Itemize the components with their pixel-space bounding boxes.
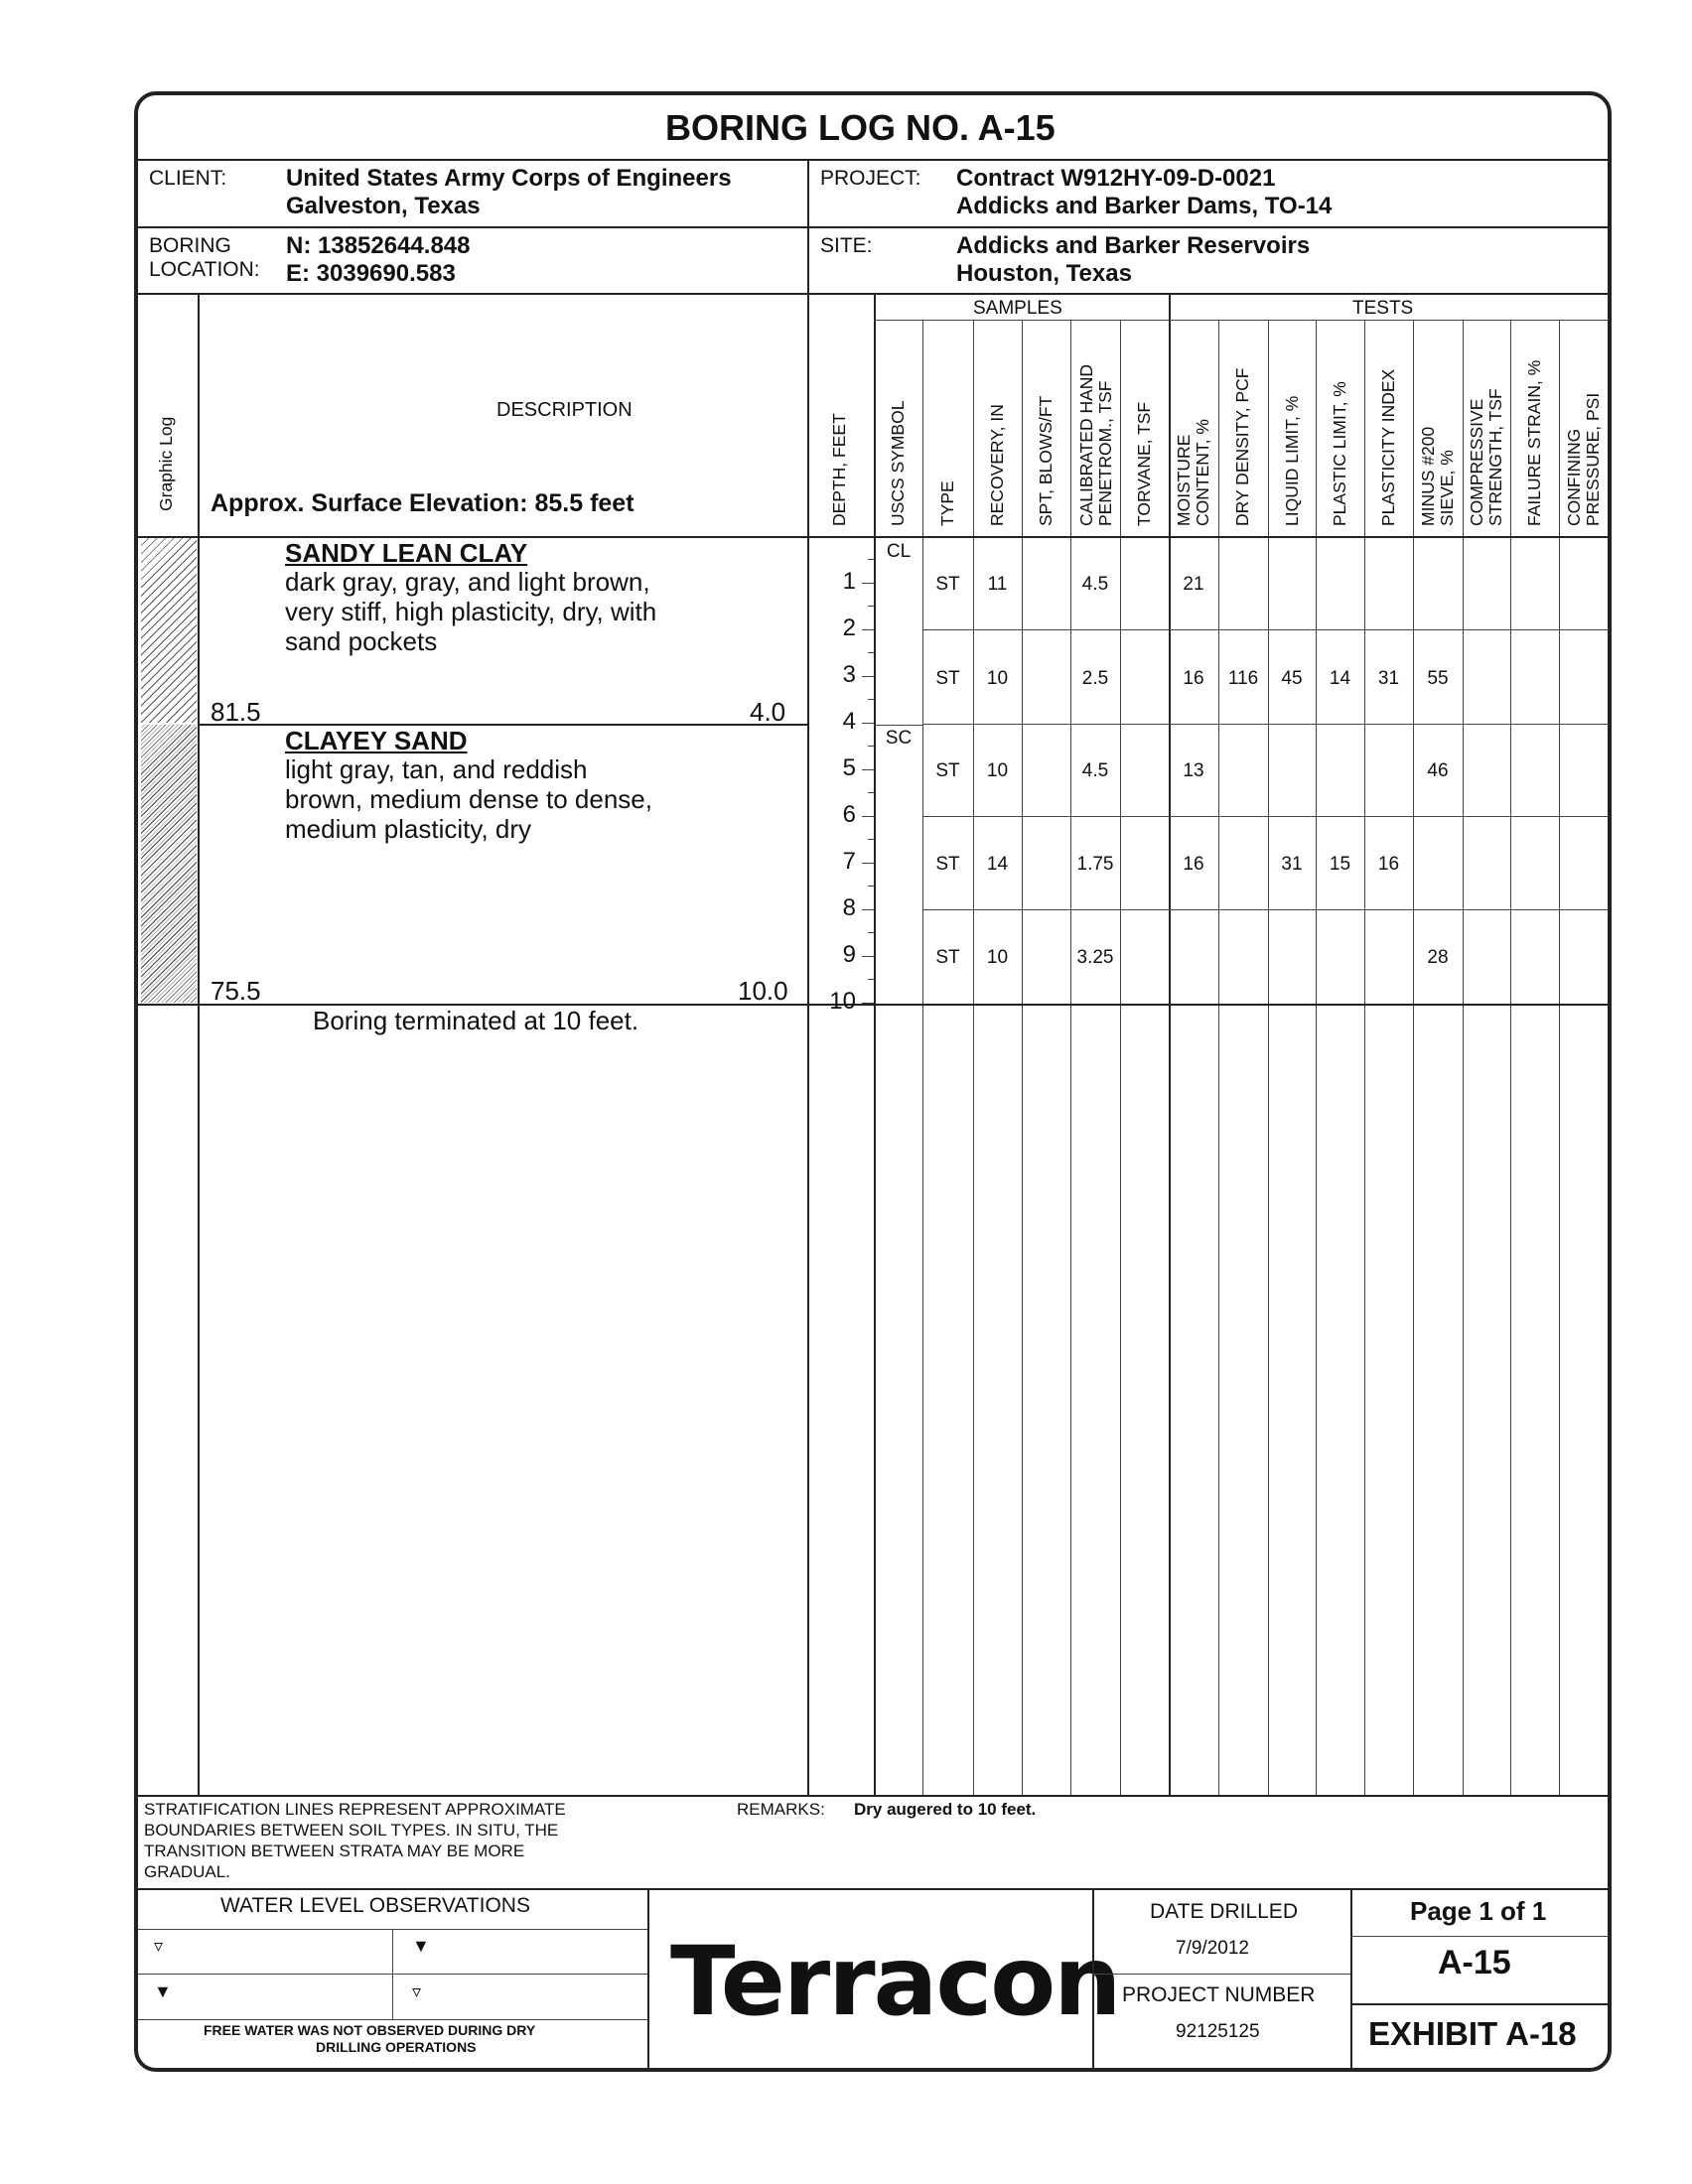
dry-density-header: DRY DENSITY, PCF <box>1232 367 1252 526</box>
water-level-title: WATER LEVEL OBSERVATIONS <box>220 1894 530 1917</box>
divider <box>138 1795 1608 1797</box>
termination-note: Boring terminated at 10 feet. <box>313 1006 639 1035</box>
sample-plastic-limit: 15 <box>1329 854 1351 875</box>
stratification-note: BOUNDARIES BETWEEN SOIL TYPES. IN SITU, THE <box>144 1821 559 1840</box>
stratum-description: sand pockets <box>285 626 438 656</box>
minus200-header-1: MINUS #200 <box>1418 426 1438 526</box>
liquid-limit-header: LIQUID LIMIT, % <box>1282 395 1302 526</box>
sample-moisture: 16 <box>1183 854 1204 875</box>
sample-minus200: 28 <box>1427 947 1449 968</box>
site-city: Houston, Texas <box>956 260 1132 287</box>
graphic-log-sand <box>141 725 197 1003</box>
exhibit-number: EXHIBIT A-18 <box>1368 2015 1577 2052</box>
client-label: CLIENT: <box>149 167 227 190</box>
moisture-header-2: CONTENT, % <box>1193 419 1212 526</box>
failure-strain-header: FAILURE STRAIN, % <box>1524 359 1544 526</box>
terracon-logo: Terracon <box>670 1926 1120 2037</box>
page-count: Page 1 of 1 <box>1410 1896 1547 1926</box>
divider <box>1350 1888 1352 2070</box>
project-number: 92125125 <box>1176 2021 1260 2042</box>
sample-hand-pen: 1.75 <box>1076 854 1114 875</box>
sample-recovery: 11 <box>987 574 1008 595</box>
sample-plasticity-index: 31 <box>1377 668 1400 689</box>
recovery-header: RECOVERY, IN <box>987 404 1007 526</box>
sample-hand-pen: 4.5 <box>1081 760 1109 781</box>
stratum-bottom-depth: 4.0 <box>750 697 786 727</box>
sample-plastic-limit: 14 <box>1329 668 1351 689</box>
uscs-symbol: CL <box>886 541 912 562</box>
plastic-limit-header: PLASTIC LIMIT, % <box>1330 381 1349 526</box>
depth-tick: 8 <box>842 894 856 921</box>
plasticity-index-header: PLASTICITY INDEX <box>1378 368 1398 526</box>
divider <box>874 293 876 1795</box>
samples-header: SAMPLES <box>973 298 1062 319</box>
project-name: Addicks and Barker Dams, TO-14 <box>956 193 1333 219</box>
compressive-header-2: STRENGTH, TSF <box>1485 388 1505 526</box>
depth-tick: 6 <box>842 801 856 828</box>
stratification-note: TRANSITION BETWEEN STRATA MAY BE MORE <box>144 1842 525 1860</box>
boring-location-label-1: BORING <box>149 234 231 257</box>
sample-hand-pen: 4.5 <box>1081 574 1109 595</box>
moisture-header-1: MOISTURE <box>1174 434 1194 526</box>
compressive-header-1: COMPRESSIVE <box>1467 398 1486 526</box>
remarks-text: Dry augered to 10 feet. <box>854 1800 1037 1819</box>
stratum-description: very stiff, high plasticity, dry, with <box>285 597 657 626</box>
divider <box>138 293 1608 295</box>
hand-pen-header-1: CALIBRATED HAND <box>1076 363 1096 526</box>
depth-tick: 10 <box>829 988 856 1015</box>
stratification-note: STRATIFICATION LINES REPRESENT APPROXIMATE <box>144 1800 566 1819</box>
depth-tick: 9 <box>842 941 856 968</box>
stratum-name: CLAYEY SAND <box>285 726 468 755</box>
stratum-description: medium plasticity, dry <box>285 814 532 844</box>
stratum-bottom-depth: 10.0 <box>738 976 788 1006</box>
depth-tick: 7 <box>842 848 856 875</box>
stratum-description: brown, medium dense to dense, <box>285 784 652 814</box>
sample-moisture: 13 <box>1183 760 1204 781</box>
water-note: DRILLING OPERATIONS <box>316 2039 477 2055</box>
boring-northing: N: 13852644.848 <box>286 232 471 259</box>
divider <box>138 1888 1608 1890</box>
water-note: FREE WATER WAS NOT OBSERVED DURING DRY <box>204 2022 536 2038</box>
sample-type: ST <box>935 854 960 875</box>
depth-tick: 2 <box>842 614 856 641</box>
stratification-note: GRADUAL. <box>144 1862 230 1881</box>
sample-type: ST <box>935 947 960 968</box>
divider <box>807 293 809 1795</box>
sample-plasticity-index: 16 <box>1377 854 1400 875</box>
site-name: Addicks and Barker Reservoirs <box>956 232 1311 259</box>
sample-hand-pen: 3.25 <box>1076 947 1114 968</box>
sample-type: ST <box>935 760 960 781</box>
project-contract: Contract W912HY-09-D-0021 <box>956 165 1276 192</box>
sample-liquid-limit: 45 <box>1281 668 1303 689</box>
stratum-description: light gray, tan, and reddish <box>285 754 588 784</box>
sample-dry-density: 116 <box>1227 668 1259 689</box>
water-level-symbol-icon: ▼ <box>154 1981 172 2001</box>
sample-moisture: 16 <box>1183 668 1204 689</box>
sample-minus200: 46 <box>1427 760 1449 781</box>
description-header: DESCRIPTION <box>496 399 633 421</box>
boring-location-label-2: LOCATION: <box>149 258 260 281</box>
water-level-symbol-icon: ▼ <box>412 1936 430 1956</box>
divider <box>138 159 1608 161</box>
sample-recovery: 10 <box>986 668 1009 689</box>
project-label: PROJECT: <box>820 167 921 190</box>
stratum-description: dark gray, gray, and light brown, <box>285 567 650 597</box>
sample-type: ST <box>935 574 960 595</box>
water-level-symbol-icon: ▿ <box>154 1936 164 1956</box>
water-level-symbol-icon: ▿ <box>412 1981 422 2001</box>
divider <box>647 1888 649 2070</box>
project-number-label: PROJECT NUMBER <box>1122 1983 1316 2006</box>
confining-header-1: CONFINING <box>1564 428 1584 526</box>
uscs-header: USCS SYMBOL <box>888 400 908 526</box>
graphic-log-header: Graphic Log <box>156 416 176 511</box>
remarks-label: REMARKS: <box>737 1800 825 1819</box>
sample-recovery: 14 <box>986 854 1009 875</box>
log-title: BORING LOG NO. A-15 <box>665 107 1056 148</box>
hand-pen-header-2: PENETROM., TSF <box>1095 380 1115 526</box>
sample-recovery: 10 <box>986 760 1009 781</box>
type-header: TYPE <box>937 480 957 526</box>
sample-moisture: 21 <box>1183 574 1204 595</box>
stratum-name: SANDY LEAN CLAY <box>285 538 528 568</box>
graphic-log-clay <box>141 538 197 723</box>
boring-easting: E: 3039690.583 <box>286 260 456 287</box>
client-name: United States Army Corps of Engineers <box>286 165 732 192</box>
depth-tick: 3 <box>842 661 856 688</box>
divider <box>198 293 200 1795</box>
depth-header: DEPTH, FEET <box>829 413 849 526</box>
sample-minus200: 55 <box>1427 668 1449 689</box>
surface-elevation: Approx. Surface Elevation: 85.5 feet <box>211 489 634 517</box>
depth-tick: 1 <box>842 568 856 595</box>
divider <box>138 226 1608 228</box>
sample-type: ST <box>935 668 960 689</box>
minus200-header-2: SIEVE, % <box>1437 450 1457 526</box>
confining-header-2: PRESSURE, PSI <box>1583 392 1603 526</box>
depth-tick: 5 <box>842 754 856 781</box>
depth-tick: 4 <box>842 708 856 735</box>
spt-header: SPT, BLOWS/FT <box>1036 395 1056 526</box>
uscs-symbol: SC <box>885 728 913 749</box>
client-city: Galveston, Texas <box>286 193 481 219</box>
date-drilled-label: DATE DRILLED <box>1150 1900 1298 1923</box>
sample-recovery: 10 <box>986 947 1009 968</box>
stratum-bottom-elevation: 75.5 <box>211 976 261 1006</box>
tests-header: TESTS <box>1352 298 1414 319</box>
boring-id: A-15 <box>1438 1944 1511 1981</box>
sample-liquid-limit: 31 <box>1281 854 1303 875</box>
sample-hand-pen: 2.5 <box>1081 668 1109 689</box>
divider <box>1092 1888 1094 2070</box>
stratum-bottom-elevation: 81.5 <box>211 697 261 727</box>
torvane-header: TORVANE, TSF <box>1134 401 1154 526</box>
date-drilled: 7/9/2012 <box>1176 1938 1249 1959</box>
site-label: SITE: <box>820 234 873 257</box>
